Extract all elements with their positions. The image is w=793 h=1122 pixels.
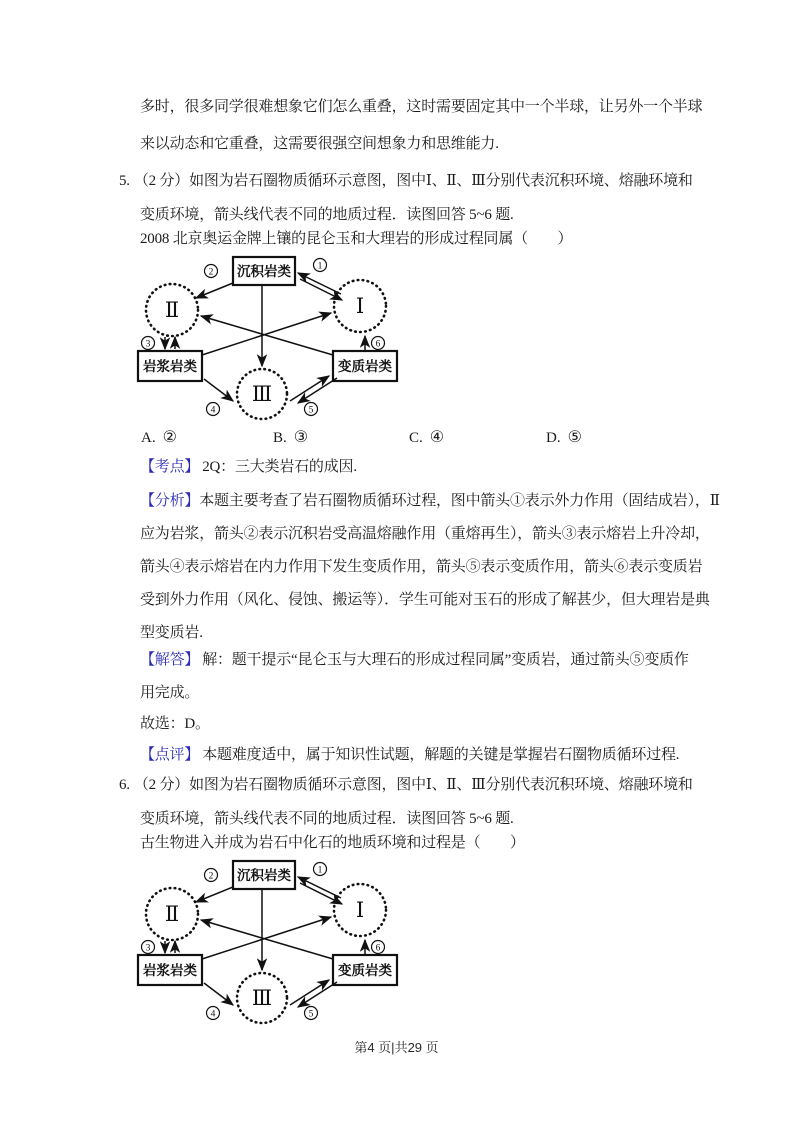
question6-text: （2 分）如图为岩石圈物质循环示意图，图中Ⅰ、Ⅱ、Ⅲ分别代表沉积环境、熔融环境和 [133, 777, 693, 793]
fenxi-label: 【分析】 [140, 493, 200, 509]
option-a-key: A. [141, 430, 156, 446]
paragraph-line: 来以动态和它重叠，这需要很强空间想象力和思维能力. [140, 136, 499, 152]
option-a-symbol: ② [162, 429, 177, 446]
arrow-label-4: 4 [210, 405, 216, 416]
roman-numeral-II: Ⅱ [164, 902, 180, 926]
arrow-5-to-box [290, 376, 329, 401]
jieda-text1: 解：题干提示“昆仑玉与大理石的形成过程同属”变质岩，通过箭头⑤变质作 [202, 652, 689, 668]
jieda-line1 [140, 650, 689, 670]
arrow-label-6: 6 [375, 943, 381, 954]
arrow-2 [196, 887, 233, 902]
kaodian-line [140, 457, 357, 477]
jieda-answer-choice: 故选：D。 [140, 716, 210, 732]
question6-line2: 变质环境，箭头线代表不同的地质过程．读图回答 5~6 题. [140, 811, 514, 827]
arrow-label-2: 2 [208, 871, 214, 882]
arrow-2 [196, 283, 233, 298]
arrow-label-2: 2 [208, 267, 214, 278]
jieda-label: 【解答】 [140, 652, 200, 668]
arrow-label-6: 6 [375, 339, 381, 350]
option-d-symbol: ⑤ [567, 429, 582, 446]
magmatic-rock-label: 岩浆岩类 [143, 963, 197, 978]
option-c-key: C. [409, 430, 423, 446]
arrow-label-5: 5 [308, 1009, 314, 1020]
roman-numeral-I: Ⅰ [355, 898, 365, 922]
dianping-text: 本题难度适中，属于知识性试题，解题的关键是掌握岩石圈物质循环过程. [202, 747, 680, 763]
dianping-label: 【点评】 [140, 747, 200, 763]
metamorphic-rock-label: 变质岩类 [338, 963, 392, 978]
arrow-5-to-circle [298, 378, 337, 403]
fenxi-line2: 应为岩浆，箭头②表示沉积岩受高温熔融作用（重熔再生），箭头③表示熔岩上升冷却， [140, 526, 710, 542]
fenxi-text1: 本题主要考查了岩石圈物质循环过程，图中箭头①表示外力作用（固结成岩），Ⅱ [199, 493, 720, 509]
arrow-1-to-circle [300, 883, 342, 904]
rock-cycle-diagram-q6 [125, 856, 445, 1026]
roman-numeral-I: Ⅰ [355, 294, 365, 318]
question5-number: 5. [119, 173, 130, 189]
fenxi-line1 [140, 491, 720, 511]
sedimentary-rock-label: 沉积岩类 [237, 264, 291, 279]
roman-numeral-II: Ⅱ [164, 298, 180, 322]
arrow-1-to-box [298, 877, 341, 898]
question6-stem: 古生物进入并成为岩石中化石的地质环境和过程是（ ） [140, 835, 525, 851]
roman-numeral-III: Ⅲ [251, 986, 273, 1010]
arrow-5-to-box [290, 980, 329, 1005]
arrow-4 [204, 983, 233, 1005]
option-d-key: D. [546, 430, 561, 446]
arrow-label-3: 3 [145, 943, 151, 954]
option-a [141, 427, 177, 447]
magmatic-rock-label: 岩浆岩类 [143, 359, 197, 374]
question5-line2: 变质环境，箭头线代表不同的地质过程．读图回答 5~6 题. [140, 207, 514, 223]
option-b-symbol: ③ [293, 429, 309, 446]
arrow-label-5: 5 [308, 405, 314, 416]
dianping-line [140, 745, 679, 765]
option-c [409, 427, 444, 447]
arrow-4 [204, 379, 233, 401]
page-footer: 第4 页|共29 页 [354, 1040, 439, 1055]
jieda-line2: 用完成。 [140, 685, 200, 701]
arrow-5-to-circle [298, 982, 337, 1007]
rock-cycle-diagram-q5 [125, 252, 445, 422]
kaodian-label: 【考点】 [140, 459, 200, 475]
fenxi-line4: 受到外力作用（风化、侵蚀、搬运等）．学生可能对玉石的形成了解甚少，但大理岩是典 [140, 592, 710, 608]
question6-number: 6. [119, 777, 130, 793]
arrow-1-to-box [298, 273, 341, 294]
metamorphic-rock-label: 变质岩类 [338, 359, 392, 374]
fenxi-line3: 箭头④表示熔岩在内力作用下发生变质作用，箭头⑤表示变质作用，箭头⑥表示变质岩 [140, 559, 703, 575]
option-d [546, 427, 582, 447]
roman-numeral-III: Ⅲ [251, 382, 273, 406]
arrow-label-1: 1 [317, 865, 323, 876]
option-c-symbol: ④ [429, 429, 445, 446]
sedimentary-rock-label: 沉积岩类 [237, 868, 291, 883]
arrow-label-3: 3 [145, 339, 151, 350]
fenxi-line5: 型变质岩. [140, 625, 203, 641]
kaodian-text: 2Q：三大类岩石的成因. [202, 459, 357, 475]
paragraph-line: 多时，很多同学很难想象它们怎么重叠，这时需要固定其中一个半球，让另外一个半球 [140, 99, 703, 115]
option-b-key: B. [273, 430, 287, 446]
option-b [273, 427, 308, 447]
arrow-label-4: 4 [210, 1009, 216, 1020]
question5-text: （2 分）如图为岩石圈物质循环示意图，图中Ⅰ、Ⅱ、Ⅲ分别代表沉积环境、熔融环境和 [133, 173, 693, 189]
arrow-label-1: 1 [317, 261, 323, 272]
question5-line1 [119, 171, 693, 191]
arrow-1-to-circle [300, 279, 342, 300]
question6-line1 [119, 775, 693, 795]
question5-stem: 2008 北京奥运金牌上镶的昆仑玉和大理岩的形成过程同属（ ） [140, 231, 573, 247]
